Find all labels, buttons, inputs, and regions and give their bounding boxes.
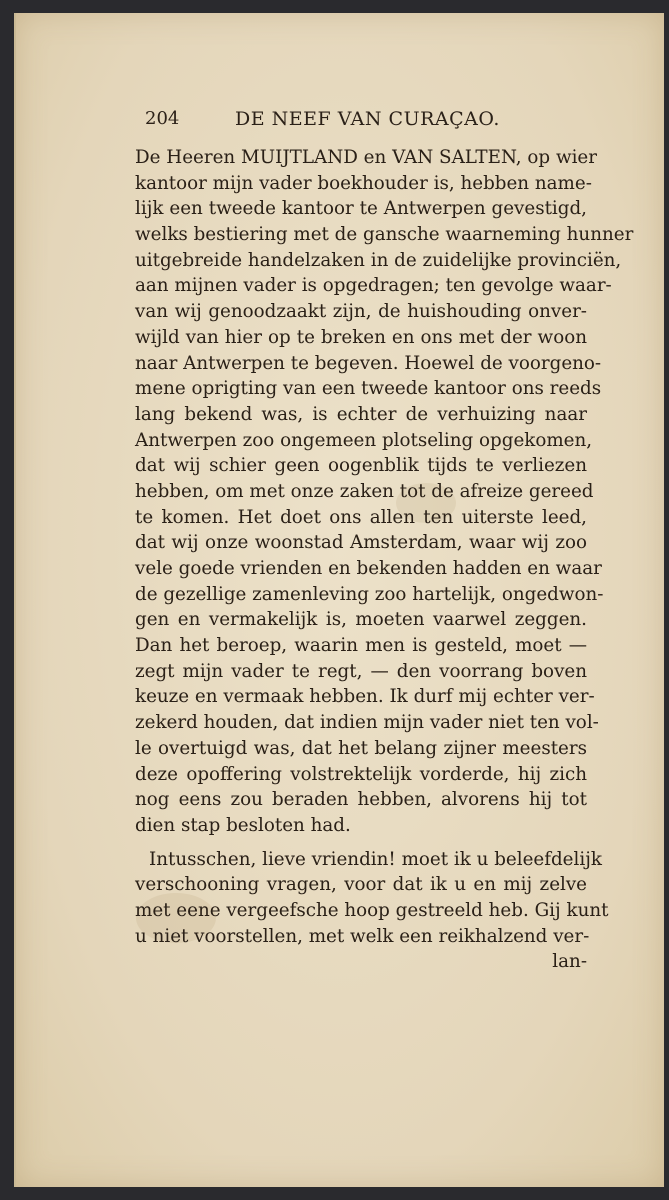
text-line: gen en vermakelijk is, moeten vaarwel zeggen. [135, 609, 587, 631]
text-line: Dan het beroep, waarin men is gesteld, moet — [135, 635, 587, 657]
text-line: van wij genoodzaakt zijn, de huishouding onver- [135, 301, 587, 323]
paragraph [135, 145, 634, 839]
text-line: aan mijnen vader is opgedragen; ten gevolge waar- [135, 275, 612, 297]
text-line: Intusschen, lieve vriendin! moet ik u beleefdelijk [149, 848, 602, 870]
paragraph [135, 847, 609, 950]
text-line: dien stap besloten had. [135, 814, 351, 836]
text-line: nog eens zou beraden hebben, alvorens hij tot [135, 789, 587, 811]
text-line: keuze en vermaak hebben. Ik durf mij echter ver- [135, 686, 595, 708]
text-line: verschooning vragen, voor dat ik u en mij zelve [135, 874, 587, 896]
text-line: dat wij onze woonstad Amsterdam, waar wij zoo [135, 532, 587, 554]
text-line: de gezellige zamenleving zoo hartelijk, ongedwon- [135, 583, 604, 605]
text-line: te komen. Het doet ons allen ten uiterste leed, [135, 506, 587, 528]
text-line: lijk een tweede kantoor te Antwerpen gevestigd, [135, 198, 587, 220]
text-line: hebben, om met onze zaken tot de afreize gereed [135, 480, 594, 502]
text-line: wijld van hier op te breken en ons met der woon [135, 326, 587, 348]
paragraph-gap [135, 839, 587, 847]
text-line: deze opoffering volstrektelijk vorderde, hij zich [135, 763, 587, 785]
text-line: dat wij schier geen oogenblik tijds te verliezen [135, 455, 587, 477]
body-text [135, 145, 634, 975]
text-line: le overtuigd was, dat het belang zijner meesters [135, 737, 587, 759]
text-line: uitgebreide handelzaken in de zuidelijke provinciën, [135, 249, 622, 271]
catchword: lan- [552, 951, 587, 973]
text-line: De Heeren MUIJTLAND en VAN SALTEN, op wier [135, 147, 597, 168]
page-header [145, 108, 520, 138]
text-line: welks bestiering met de gansche waarneming hunner [135, 224, 634, 246]
text-line: mene oprigting van een tweede kantoor ons reeds [135, 378, 602, 400]
running-title: DE NEEF VAN CURAÇAO. [235, 108, 500, 130]
text-line: zekerd houden, dat indien mijn vader niet ten vol- [135, 712, 599, 734]
text-line: lang bekend was, is echter de verhuizing naar [135, 403, 587, 425]
text-line: Antwerpen zoo ongemeen plotseling opgekomen, [135, 429, 593, 451]
page-number: 204 [145, 108, 180, 129]
text-line: kantoor mijn vader boekhouder is, hebben name- [135, 172, 592, 194]
text-line: met eene vergeefsche hoop gestreeld heb. Gij kunt [135, 899, 609, 921]
text-line: u niet voorstellen, met welk een reikhalzend ver- [135, 925, 590, 947]
text-line: vele goede vrienden en bekenden hadden en waar [135, 558, 602, 579]
text-line: naar Antwerpen te begeven. Hoewel de voorgeno- [135, 352, 602, 374]
text-line: zegt mijn vader te regt, — den voorrang boven [135, 660, 587, 682]
